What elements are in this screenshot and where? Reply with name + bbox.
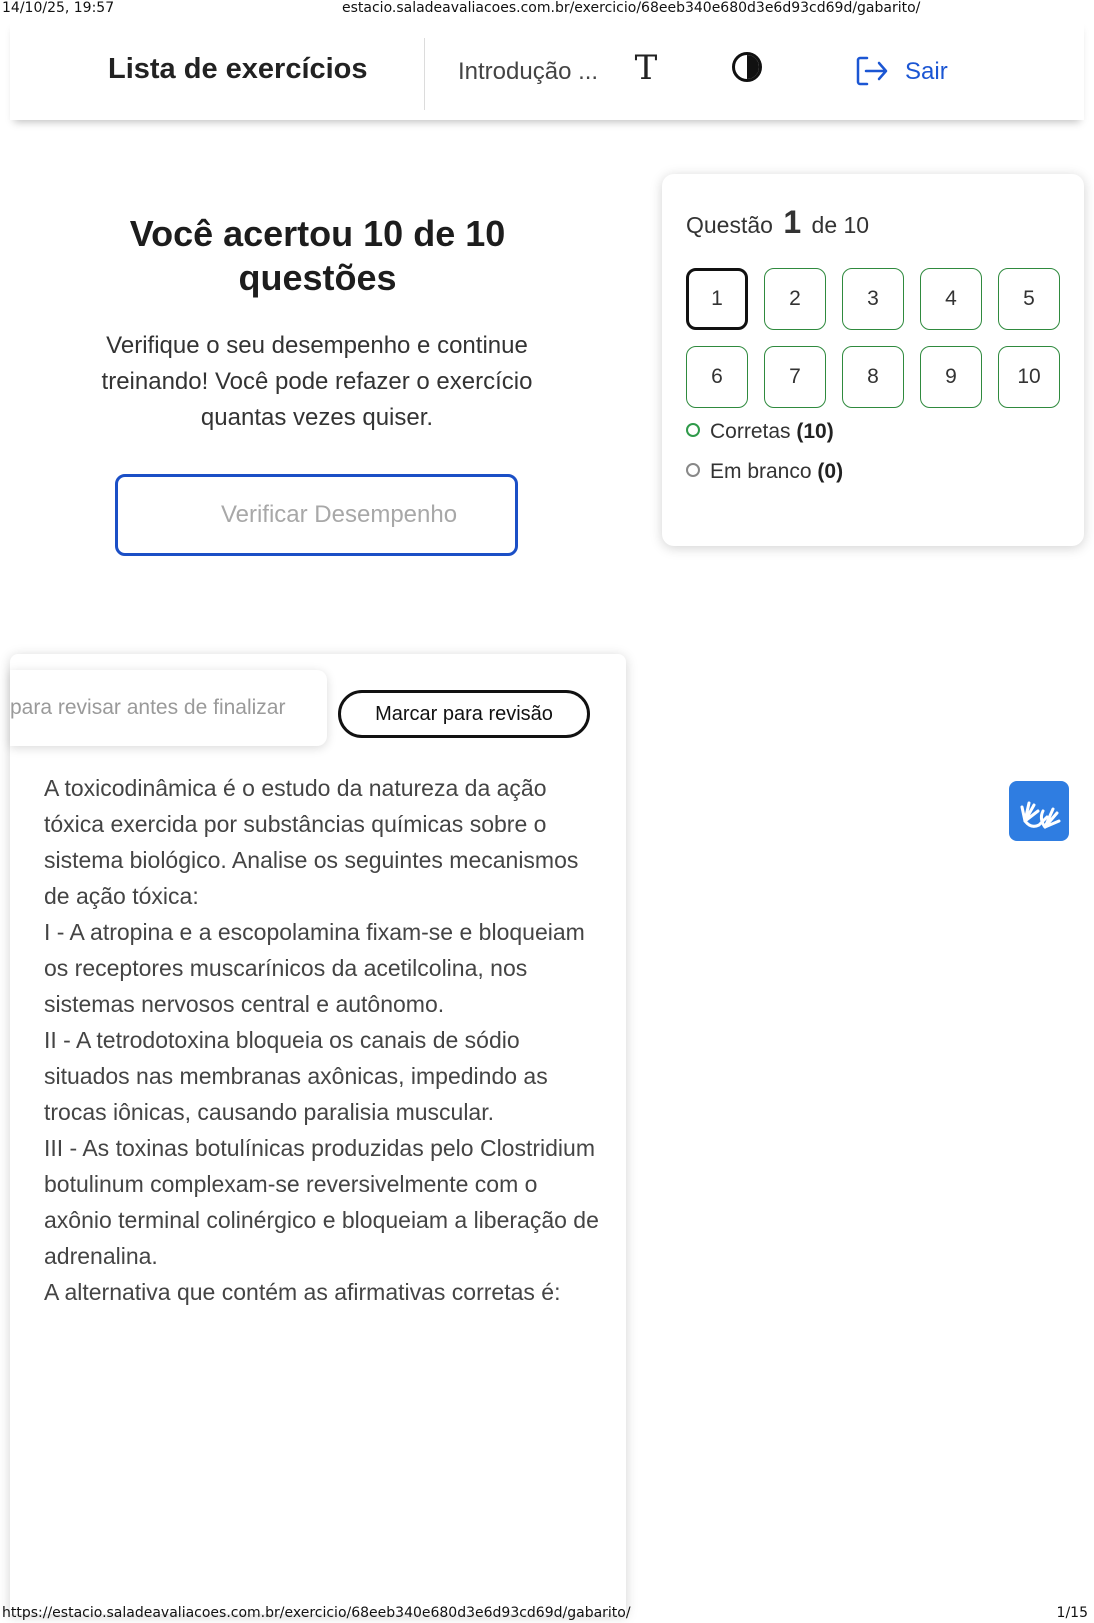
print-footer-url: https://estacio.saladeavaliacoes.com.br/exercicio/68eeb340e680d3e6d93cd69d/gabarito/ bbox=[2, 1605, 631, 1621]
question-button-6[interactable]: 6 bbox=[686, 346, 748, 408]
text-size-icon[interactable]: T bbox=[634, 48, 658, 88]
result-subtitle: Verifique o seu desempenho e continue treinando! Você pode refazer o exercício quantas vezes quiser. bbox=[101, 332, 533, 431]
legend-correct: Corretas (10) bbox=[686, 420, 834, 444]
mark-for-review-button[interactable]: Marcar para revisão bbox=[338, 690, 590, 738]
review-tooltip: para revisar antes de finalizar bbox=[10, 670, 327, 746]
print-header bbox=[0, 0, 1094, 18]
question-button-7[interactable]: 7 bbox=[764, 346, 826, 408]
question-button-4[interactable]: 4 bbox=[920, 268, 982, 330]
correct-dot-icon bbox=[686, 423, 700, 437]
course-name[interactable]: Introdução ... bbox=[458, 58, 599, 85]
current-question-number: 1 bbox=[783, 204, 802, 240]
page-title: Lista de exercícios bbox=[108, 53, 368, 85]
question-button-10[interactable]: 10 bbox=[998, 346, 1060, 408]
question-button-8[interactable]: 8 bbox=[842, 346, 904, 408]
contrast-icon[interactable] bbox=[732, 52, 762, 82]
print-date: 14/10/25, 19:57 bbox=[2, 0, 115, 16]
question-button-3[interactable]: 3 bbox=[842, 268, 904, 330]
top-bar bbox=[10, 20, 1084, 120]
question-grid bbox=[686, 268, 1066, 408]
blank-dot-icon bbox=[686, 463, 700, 477]
question-paragraph: II - A tetrodotoxina bloqueia os canais de sódio situados nas membranas axônicas, impedindo as trocas iônicas, causando paralisia muscular. bbox=[44, 1027, 548, 1125]
question-button-1[interactable]: 1 bbox=[686, 268, 748, 330]
print-footer bbox=[0, 1605, 1094, 1623]
sign-language-icon bbox=[1009, 781, 1069, 841]
question-paragraph: A alternativa que contém as afirmativas corretas é: bbox=[44, 1279, 561, 1305]
question-card bbox=[10, 654, 626, 1614]
print-url: estacio.saladeavaliacoes.com.br/exercicio/68eeb340e680d3e6d93cd69d/gabarito/ bbox=[342, 0, 921, 16]
question-paragraph: I - A atropina e a escopolamina fixam-se e bloqueiam os receptores muscarínicos da acetilcolina, nos sistemas nervosos central e autônomo. bbox=[44, 919, 585, 1017]
question-button-5[interactable]: 5 bbox=[998, 268, 1060, 330]
verify-performance-button[interactable]: Verificar Desempenho bbox=[115, 474, 518, 556]
question-counter: Questão 1 de 10 bbox=[686, 204, 870, 240]
question-navigator bbox=[662, 174, 1084, 546]
page-number: 1/15 bbox=[1056, 1605, 1088, 1621]
sign-language-button[interactable] bbox=[1009, 781, 1069, 841]
legend-blank: Em branco (0) bbox=[686, 460, 843, 484]
question-text bbox=[44, 770, 604, 1310]
question-paragraph: A toxicodinâmica é o estudo da natureza da ação tóxica exercida por substâncias químicas sobre o sistema biológico. Analise os seguintes mecanismos de ação tóxica: bbox=[44, 775, 579, 909]
question-button-9[interactable]: 9 bbox=[920, 346, 982, 408]
logout-icon[interactable] bbox=[855, 55, 889, 87]
logout-button[interactable]: Sair bbox=[905, 58, 948, 85]
divider bbox=[424, 38, 425, 110]
result-title: Você acertou 10 de 10 questões bbox=[129, 213, 506, 298]
question-paragraph: III - As toxinas botulínicas produzidas pelo Clostridium botulinum complexam-se reversivelmente com o axônio terminal colinérgico e bloqueiam a liberação de adrenalina. bbox=[44, 1135, 599, 1269]
question-button-2[interactable]: 2 bbox=[764, 268, 826, 330]
